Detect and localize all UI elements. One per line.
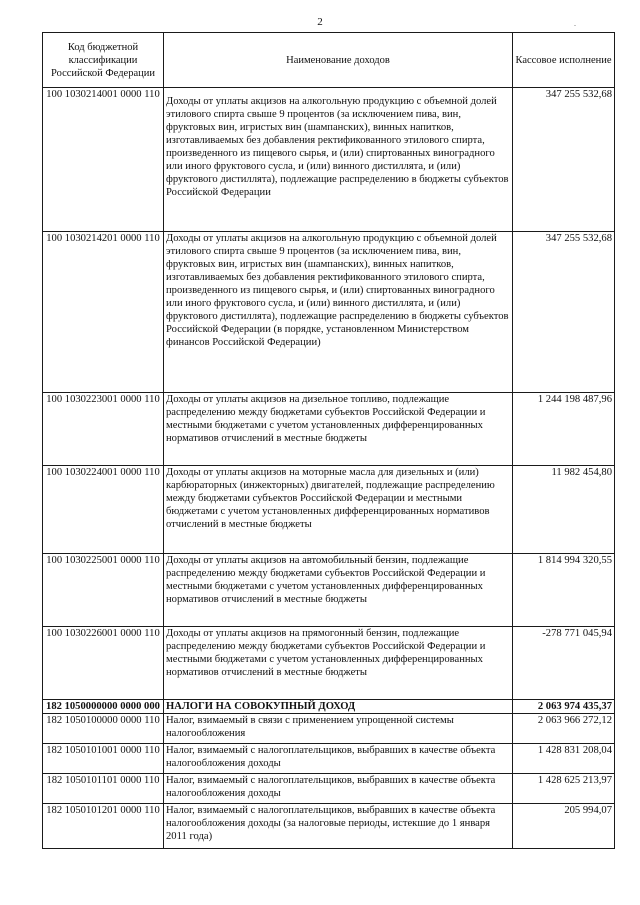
row-code: 100 1030214201 0000 110 <box>43 232 164 393</box>
row-amount: 1 814 994 320,55 <box>513 554 615 627</box>
row-name: Налог, взимаемый с налогоплательщиков, выбравших в качестве объекта налогообложения доходы <box>164 744 513 774</box>
row-code: 182 1050100000 0000 110 <box>43 714 164 744</box>
table-row <box>43 774 615 804</box>
row-name: Доходы от уплаты акцизов на моторные масла для дизельных и (или) карбюраторных (инжекторных) двигателей, подлежащие распределению между бюджетами субъектов Российской Федерации и местными бюджетами с учетом установленных дифференцированных нормативов отчислений в местные бюджеты <box>164 466 513 554</box>
table-row <box>43 88 615 232</box>
row-name: Доходы от уплаты акцизов на алкогольную продукцию с объемной долей этилового спирта свыше 9 процентов (за исключением пива, вин, фруктовых вин, игристых вин (шампанских), винных напитков, изготавливаемых без добавления ректификованного этилового спирта, произведенного из пищевого сырья, и (или) спиртованных виноградного или иного фруктового сусла, и (или) винного дистиллята, и (или) фруктового дистиллята), подлежащие распределению в бюджеты субъектов Российской Федерации <box>164 88 513 232</box>
header-code: Код бюджетной классификации Российской Федерации <box>43 33 164 88</box>
row-amount: 2 063 974 435,37 <box>513 700 615 714</box>
row-amount: 1 428 625 213,97 <box>513 774 615 804</box>
row-amount: 11 982 454,80 <box>513 466 615 554</box>
row-code: 100 1030223001 0000 110 <box>43 393 164 466</box>
table-row-section <box>43 700 615 714</box>
row-name: НАЛОГИ НА СОВОКУПНЫЙ ДОХОД <box>164 700 513 714</box>
row-amount: 1 244 198 487,96 <box>513 393 615 466</box>
row-name: Налог, взимаемый в связи с применением упрощенной системы налогообложения <box>164 714 513 744</box>
table-row <box>43 554 615 627</box>
row-code: 182 1050000000 0000 000 <box>43 700 164 714</box>
table-row <box>43 232 615 393</box>
table-row <box>43 627 615 700</box>
table-row <box>43 804 615 849</box>
corner-mark: . <box>574 19 576 28</box>
row-name: Налог, взимаемый с налогоплательщиков, выбравших в качестве объекта налогообложения доходы (за налоговые периоды, истекшие до 1 января 2011 года) <box>164 804 513 849</box>
table-header-row <box>43 33 615 88</box>
table-row <box>43 393 615 466</box>
row-name: Доходы от уплаты акцизов на автомобильный бензин, подлежащие распределению между бюджетами субъектов Российской Федерации и местными бюджетами с учетом установленных дифференцированных нормативов отчислений в местные бюджеты <box>164 554 513 627</box>
row-amount: 1 428 831 208,04 <box>513 744 615 774</box>
row-name: Налог, взимаемый с налогоплательщиков, выбравших в качестве объекта налогообложения доходы <box>164 774 513 804</box>
row-amount: 205 994,07 <box>513 804 615 849</box>
row-code: 100 1030226001 0000 110 <box>43 627 164 700</box>
page-number: 2 <box>317 16 323 28</box>
row-code: 182 1050101201 0000 110 <box>43 804 164 849</box>
row-code: 100 1030214001 0000 110 <box>43 88 164 232</box>
row-code: 100 1030224001 0000 110 <box>43 466 164 554</box>
row-amount: 347 255 532,68 <box>513 88 615 232</box>
revenue-table <box>42 32 615 849</box>
row-code: 100 1030225001 0000 110 <box>43 554 164 627</box>
row-code: 182 1050101001 0000 110 <box>43 744 164 774</box>
table-row <box>43 714 615 744</box>
header-amount: Кассовое исполнение <box>513 33 615 88</box>
row-name: Доходы от уплаты акцизов на алкогольную продукцию с объемной долей этилового спирта свыше 9 процентов (за исключением пива, вин, фруктовых вин, игристых вин (шампанских), винных напитков, изготавливаемых без добавления ректификованного этилового спирта, произведенного из пищевого сырья, и (или) спиртованных виноградного или иного фруктового сусла, и (или) винного дистиллята, и (или) фруктового дистиллята), подлежащие распределению в бюджеты субъектов Российской Федерации (в порядке, установленном Министерством финансов Российской Федерации) <box>164 232 513 393</box>
row-amount: 2 063 966 272,12 <box>513 714 615 744</box>
row-amount: 347 255 532,68 <box>513 232 615 393</box>
row-amount: -278 771 045,94 <box>513 627 615 700</box>
header-name: Наименование доходов <box>164 33 513 88</box>
row-code: 182 1050101101 0000 110 <box>43 774 164 804</box>
row-name: Доходы от уплаты акцизов на дизельное топливо, подлежащие распределению между бюджетами субъектов Российской Федерации и местными бюджетами с учетом установленных дифференцированных нормативов отчислений в местные бюджеты <box>164 393 513 466</box>
table-row <box>43 466 615 554</box>
table-row <box>43 744 615 774</box>
row-name: Доходы от уплаты акцизов на прямогонный бензин, подлежащие распределению между бюджетами субъектов Российской Федерации и местными бюджетами с учетом установленных дифференцированных нормативов отчислений в местные бюджеты <box>164 627 513 700</box>
